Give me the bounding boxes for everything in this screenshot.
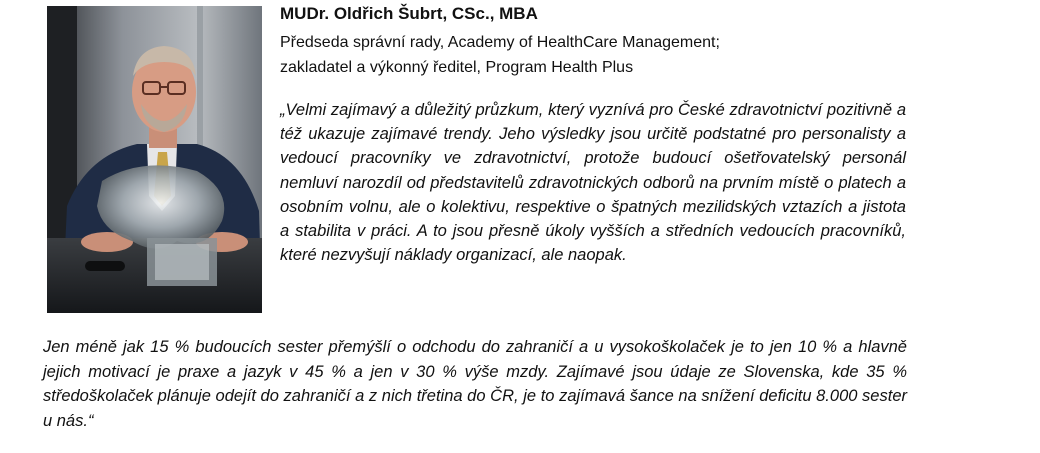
quote-paragraph-1: „Velmi zajímavý a důležitý průzkum, který vyznívá pro České zdravotnictví pozitivně a též ukazuje zajímavé trendy. Jeho výsledky jsou určitě podstatné pro personalisty a vedoucí pracovníky ve zdravotnictví, protože budoucí ošetřovatelský personál nemluví narozdíl od představitelů zdravotnických odborů na prvním místě o platech a osobním volnu, ale o kolektivu, respektive o špatných mezilidských vztazích a jistota a stabilita v práci. A to jsou přesně úkoly vyšších a středních vedoucích pracovníků, které nezvyšují náklady organizací, ale naopak.: [280, 101, 906, 265]
role-line-1: Předseda správní rady, Academy of HealthCare Management;: [280, 34, 720, 51]
person-name: MUDr. Oldřich Šubrt, CSc., MBA: [280, 4, 538, 23]
quote-paragraph-2: Jen méně jak 15 % budoucích sester přemýšlí o odchodu do zahraničí a u vysokoškolaček je to jen 10 % a hlavně jejich motivací je praxe a jazyk v 45 % a jen v 30 % výše mzdy. Zajímavé jsou údaje ze Slovenska, kde 35 % středoškolaček plánuje odejít do zahraničí a z nich třetina do ČR, je to zajímavá šance na snížení deficitu 8.000 sester u nás.“: [43, 338, 907, 430]
portrait-photo: [47, 6, 262, 313]
role-line-2: zakladatel a výkonný ředitel, Program Health Plus: [280, 59, 634, 76]
